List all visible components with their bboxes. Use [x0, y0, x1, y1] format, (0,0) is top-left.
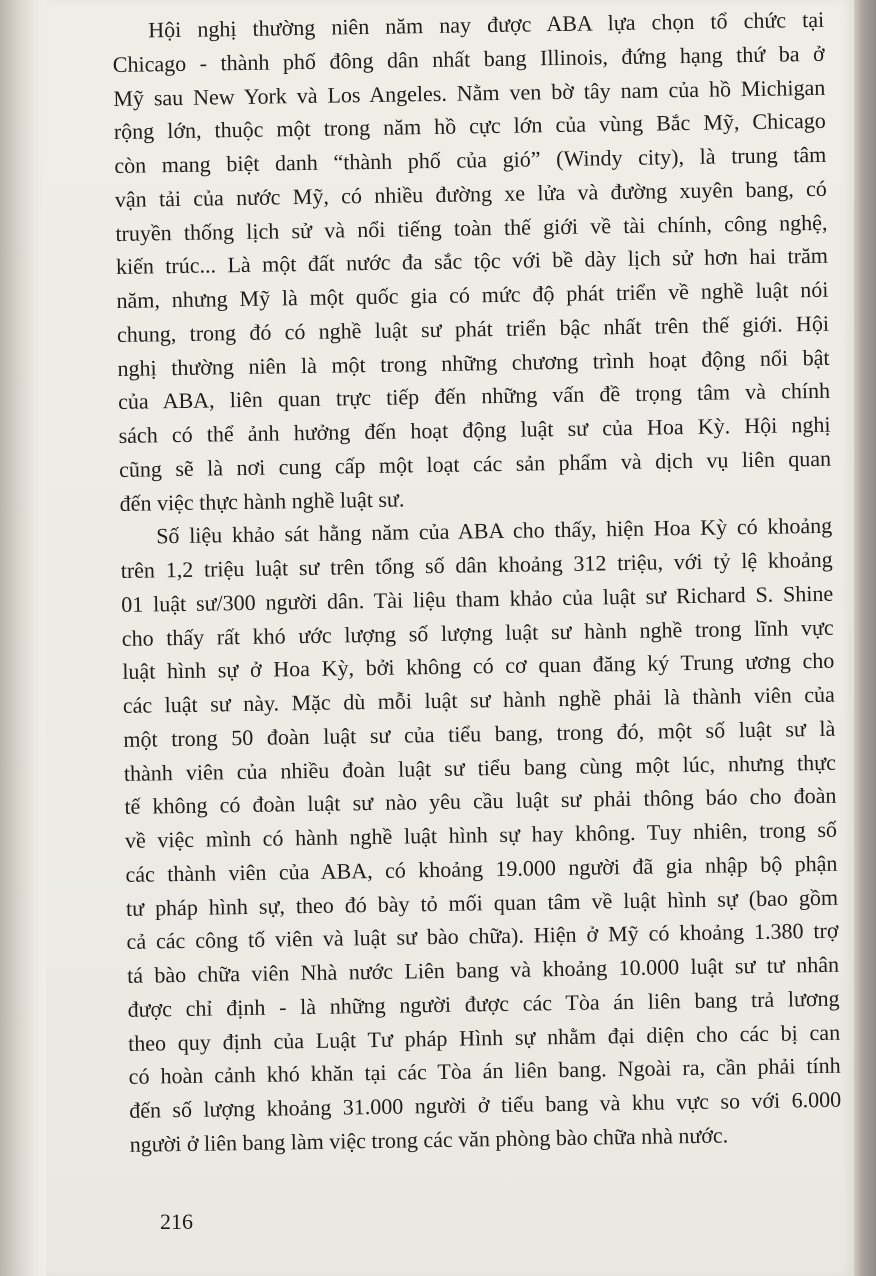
text-line: chung, trong đó có nghề luật sư phát triển bậc nhất trên thế giới. Hội	[116, 310, 830, 347]
book-binding-edge	[0, 0, 47, 1276]
text-line: Số liệu khảo sát hằng năm của ABA cho thấy, hiện Hoa Kỳ có khoảng	[156, 513, 833, 549]
text-line: Mỹ sau New York và Los Angeles. Nằm ven bờ tây nam của hồ Michigan	[113, 74, 826, 111]
text-line: cho thấy rất khó ước lượng số lượng luật sư hành nghề trong lĩnh vực	[121, 614, 834, 651]
text-line: các thành viên của ABA, có khoảng 19.000 người đã gia nhập bộ phận	[125, 850, 838, 887]
text-line: luật hình sự ở Hoa Kỳ, bởi không có cơ quan đăng ký Trung ương cho	[122, 647, 835, 685]
text-line: đến số lượng khoảng 31.000 người ở tiểu bang và khu vực so với 6.000	[129, 1086, 842, 1123]
text-line: nghị thường niên là một trong những chương trình hoạt động nổi bật	[117, 344, 830, 381]
text-line: thành viên của nhiều đoàn luật sư tiểu bang cùng một lúc, nhưng thực	[123, 749, 837, 786]
text-line: đến việc thực hành nghề luật sư.	[119, 485, 405, 516]
text-line: tế không có đoàn luật sư nào yêu cầu luật sư phải thông báo cho đoàn	[124, 782, 837, 820]
text-line: kiến trúc... Là một đất nước đa sắc tộc với bề dày lịch sử hơn hai trăm	[115, 243, 829, 280]
body-text	[112, 3, 842, 1162]
text-line: vận tải của nước Mỹ, có nhiều đường xe lửa và đường xuyên bang, có	[114, 175, 828, 212]
text-line: 01 luật sư/300 người dân. Tài liệu tham khảo của luật sư Richard S. Shine	[121, 580, 834, 617]
text-line: người ở liên bang làm việc trong các văn phòng bào chữa nhà nước.	[129, 1122, 729, 1157]
page-right-edge-shadow	[854, 0, 876, 1276]
text-line: trên 1,2 triệu luật sư trên tổng số dân khoảng 312 triệu, với tỷ lệ khoảng	[120, 546, 833, 583]
text-line: năm, nhưng Mỹ là một quốc gia có mức độ phát triển về nghề luật nói	[116, 276, 829, 313]
text-line: tư pháp hình sự, theo đó bày tỏ mối quan tâm về luật hình sự (bao gồm	[125, 884, 839, 921]
text-line: về việc mình có hành nghề luật hình sự hay không. Tuy nhiên, trong số	[124, 816, 838, 853]
text-line: rộng lớn, thuộc một trong năm hồ cực lớn của vùng Bắc Mỹ, Chicago	[113, 108, 826, 145]
text-line: của ABA, liên quan trực tiếp đến những vấn đề trọng tâm và chính	[117, 378, 831, 415]
page-number: 216	[160, 1209, 193, 1234]
text-line: sách có thể ảnh hưởng đến hoạt động luật sư của Hoa Kỳ. Hội nghị	[118, 411, 831, 448]
text-line: một trong 50 đoàn luật sư của tiểu bang, trong đó, một số luật sư là	[123, 715, 836, 752]
text-line: các luật sư này. Mặc dù mỗi luật sư hành nghề phải là thành viên của	[122, 681, 835, 718]
text-line: Hội nghị thường niên năm nay được ABA lựa chọn tổ chức tại	[148, 6, 825, 43]
text-line: theo quy định của Luật Tư pháp Hình sự nhằm đại diện cho các bị can	[127, 1019, 841, 1056]
text-line: tá bào chữa viên Nhà nước Liên bang và khoảng 10.000 luật sư tư nhân	[126, 951, 840, 988]
text-line: còn mang biệt danh “thành phố của gió” (Windy city), là trung tâm	[114, 141, 827, 178]
text-line: truyền thống lịch sử và nổi tiếng toàn thế giới về tài chính, công nghệ,	[115, 209, 828, 246]
text-line: có hoàn cảnh khó khăn tại các Tòa án liên bang. Ngoài ra, cần phải tính	[128, 1052, 841, 1090]
text-line: cả các công tố viên và luật sư bào chữa). Hiện ở Mỹ có khoảng 1.380 trợ	[126, 917, 839, 955]
paragraph-2	[120, 509, 842, 1161]
paragraph-1	[112, 3, 832, 520]
text-line: Chicago - thành phố đông dân nhất bang Illinois, đứng hạng thứ ba ở	[112, 40, 825, 77]
text-line: được chỉ định - là những người được các Tòa án liên bang trả lương	[127, 985, 840, 1022]
text-line: cũng sẽ là nơi cung cấp một loạt các sản phẩm và dịch vụ liên quan	[118, 445, 832, 482]
